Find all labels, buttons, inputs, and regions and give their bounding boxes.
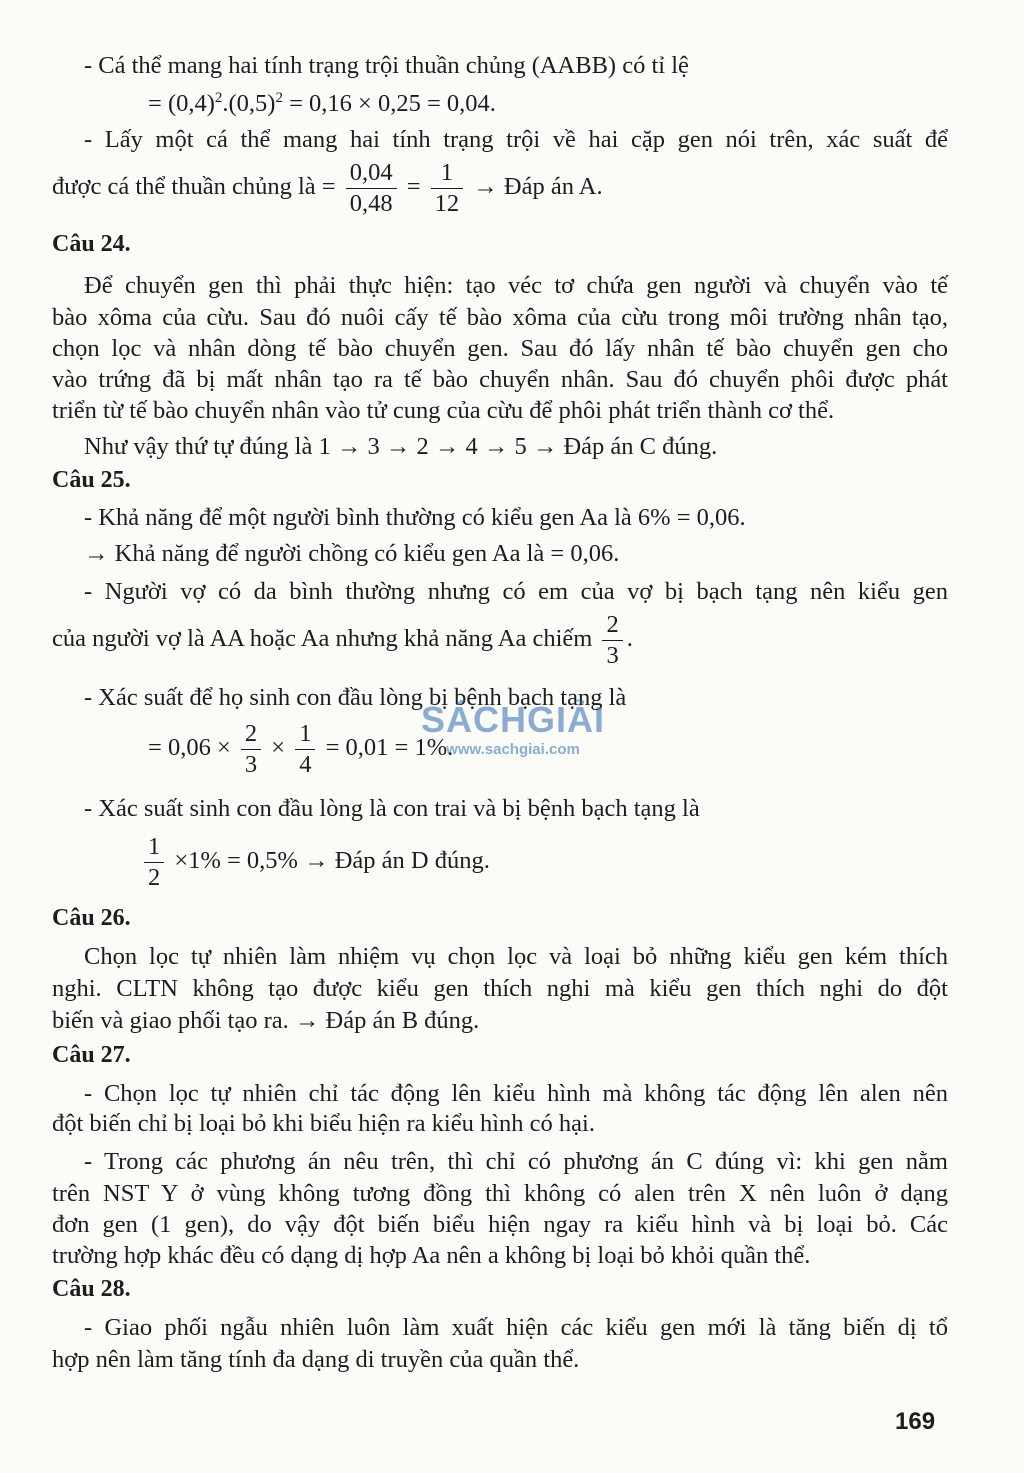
fraction: $\frac{2}{3}$ <box>602 610 622 671</box>
page-number: 169 <box>895 1408 936 1435</box>
text-line: Để chuyển gen thì phải thực hiện: tạo véc tơ chứa gen người và chuyển vào tế <box>84 272 948 299</box>
text-line: - Khả năng để một người bình thường có kiểu gen Aa là 6% = 0,06. <box>84 504 746 531</box>
formula-line: của người vợ là AA hoặc Aa nhưng khả năng Aa chiếm $\frac{2}{3}$ . <box>52 610 633 669</box>
question-heading: Câu 26. <box>52 905 131 931</box>
formula-line: = 0,06 × $\frac{2}{3}$ × $\frac{1}{4}$ = 0,01 = 1%. <box>148 719 454 778</box>
text-line: biến và giao phối tạo ra. → Đáp án B đúng. <box>52 1007 480 1034</box>
text-line: vào trứng đã bị mất nhân tạo ra tế bào chuyển nhân. Sau đó chuyển phôi được phát <box>52 366 948 393</box>
fraction: $\frac{1}{12}$ <box>431 158 464 219</box>
question-heading: Câu 25. <box>52 467 131 493</box>
text-line: bào xôma của cừu. Sau đó nuôi cấy tế bào xôma của cừu trong môi trường nhân tạo, <box>52 304 948 331</box>
watermark-url: www.sachgiai.com <box>446 741 580 758</box>
question-heading: Câu 24. <box>52 231 131 257</box>
watermark <box>408 700 618 760</box>
text-line: - Lấy một cá thể mang hai tính trạng trội về hai cặp gen nói trên, xác suất để <box>84 126 948 153</box>
text-line: - Giao phối ngẫu nhiên luôn làm xuất hiện các kiểu gen mới là tăng biến dị tổ <box>84 1314 948 1341</box>
text-line: nghi. CLTN không tạo được kiểu gen thích nghi mà kiểu gen thích nghi do đột <box>52 975 948 1002</box>
text-line: trường hợp khác đều có dạng dị hợp Aa nên a không bị loại bỏ khỏi quần thể. <box>52 1242 811 1269</box>
fraction: $\frac{1}{4}$ <box>295 719 315 780</box>
watermark-logo: SÁCHGIẢI <box>420 699 605 740</box>
text-line: - Người vợ có da bình thường nhưng có em của vợ bị bạch tạng nên kiểu gen <box>84 578 948 605</box>
text-line: hợp nên làm tăng tính đa dạng di truyền của quần thể. <box>52 1346 580 1373</box>
text-line: → Khả năng để người chồng có kiểu gen Aa là = 0,06. <box>84 540 620 567</box>
text-line: - Trong các phương án nêu trên, thì chỉ có phương án C đúng vì: khi gen nằm <box>84 1148 948 1175</box>
text-line: - Xác suất sinh con đầu lòng là con trai và bị bệnh bạch tạng là <box>84 795 700 822</box>
text-line: - Cá thể mang hai tính trạng trội thuần chủng (AABB) có tỉ lệ <box>84 52 689 79</box>
formula-line: được cá thể thuần chủng là = $\frac{0,04}{0,48}$ = $\frac{1}{12}$ → Đáp án A. <box>52 158 603 217</box>
text-line: Chọn lọc tự nhiên làm nhiệm vụ chọn lọc và loại bỏ những kiểu gen kém thích <box>84 943 948 970</box>
text-line: Như vậy thứ tự đúng là 1 → 3 → 2 → 4 → 5 → Đáp án C đúng. <box>84 433 718 460</box>
text-line: chọn lọc và nhân dòng tế bào chuyển gen. Sau đó lấy nhân tế bào chuyển gen cho <box>52 335 948 362</box>
fraction: $\frac{2}{3}$ <box>241 719 261 780</box>
question-heading: Câu 28. <box>52 1276 131 1302</box>
fraction: $\frac{0,04}{0,48}$ <box>346 158 397 219</box>
text-line: đột biến chỉ bị loại bỏ khi biểu hiện ra kiểu hình có hại. <box>52 1110 595 1137</box>
text-line: - Xác suất để họ sinh con đầu lòng bị bệnh bạch tạng là <box>84 684 627 711</box>
text-line: triển từ tế bào chuyển nhân vào tử cung của cừu để phôi phát triển thành cơ thể. <box>52 397 835 424</box>
text-line: - Chọn lọc tự nhiên chỉ tác động lên kiểu hình mà không tác động lên alen nên <box>84 1080 948 1107</box>
text-line: đơn gen (1 gen), do vậy đột biến biểu hiện ngay ra kiểu hình và bị loại bỏ. Các <box>52 1211 948 1238</box>
fraction: $\frac{1}{2}$ <box>144 832 164 893</box>
formula-line: $\frac{1}{2}$ ×1% = 0,5% → Đáp án D đúng. <box>148 830 948 893</box>
formula-line: = $(0,4)^2.(0,5)^2 = 0,16 \times 0,25 = 0,04$. <box>148 89 496 117</box>
text-line: trên NST Y ở vùng không tương đồng thì không có alen trên X nên luôn ở dạng <box>52 1180 948 1207</box>
question-heading: Câu 27. <box>52 1042 131 1068</box>
